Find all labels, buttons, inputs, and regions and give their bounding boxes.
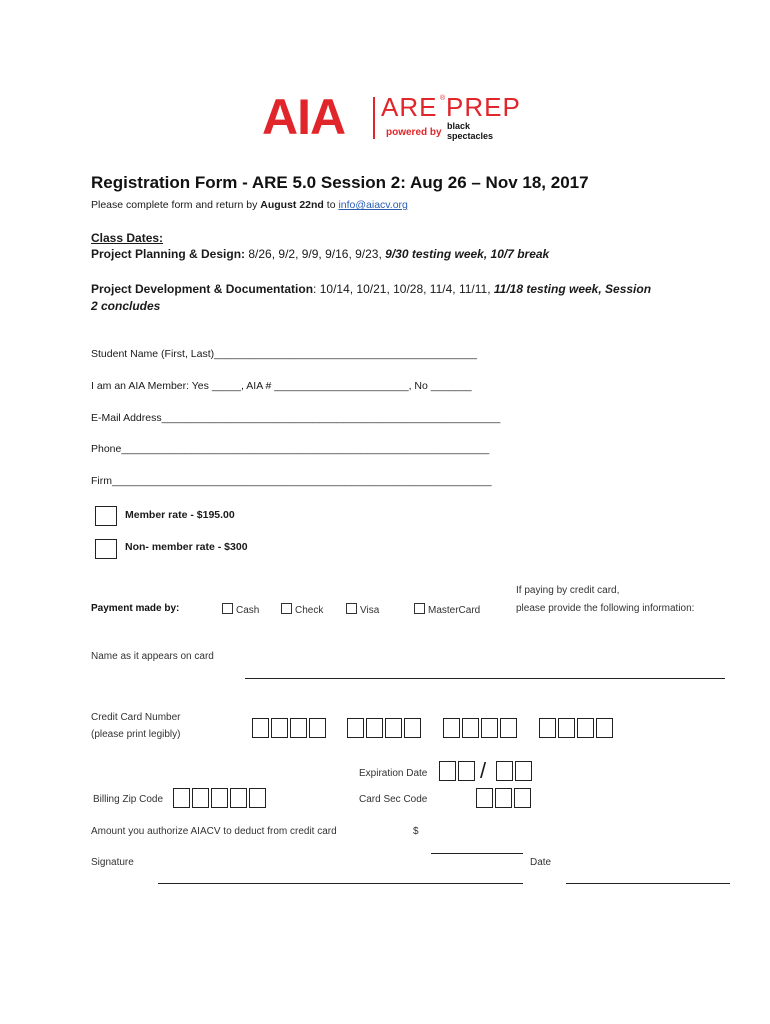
card-number-group-4[interactable] [539,718,613,738]
card-number-hint: (please print legibly) [91,729,181,740]
pp-note: 9/30 testing week, 10/7 break [385,247,550,261]
deadline: August 22nd [260,199,324,211]
digit-box[interactable] [458,761,475,781]
digit-box[interactable] [290,718,307,738]
nonmember-rate-checkbox[interactable] [95,539,117,559]
student-name-field[interactable]: Student Name (First, Last)_____________________________________________ [91,348,477,360]
cash-checkbox[interactable] [222,603,233,614]
date-line[interactable] [566,883,730,884]
planning-design-dates [91,247,549,261]
aia-member-field[interactable]: I am an AIA Member: Yes _____, AIA # _______________________, No _______ [91,380,472,392]
amount-line[interactable] [431,853,523,854]
visa-label: Visa [360,605,380,616]
sec-code-boxes[interactable] [476,788,531,808]
name-on-card-label: Name as it appears on card [91,651,214,662]
amount-label: Amount you authorize AIACV to deduct from credit card [91,826,337,837]
digit-box[interactable] [514,788,531,808]
digit-box[interactable] [495,788,512,808]
aia-logo: AIA [262,89,346,145]
signature-label: Signature [91,857,134,868]
digit-box[interactable] [500,718,517,738]
digit-box[interactable] [309,718,326,738]
payment-label: Payment made by: [91,603,180,614]
digit-box[interactable] [211,788,228,808]
digit-box[interactable] [385,718,402,738]
digit-box[interactable] [577,718,594,738]
are-logo-text: ARE [381,92,438,122]
card-number-group-3[interactable] [443,718,517,738]
black-spectacles-line1: black [447,121,471,131]
phone-field[interactable]: Phone_______________________________________________________________ [91,443,490,455]
card-number-group-2[interactable] [347,718,421,738]
pd-label: Project Development & Documentation [91,282,314,296]
check-label: Check [295,605,324,616]
mastercard-label: MasterCard [428,605,481,616]
check-checkbox[interactable] [281,603,292,614]
date-label: Date [530,857,552,868]
digit-box[interactable] [539,718,556,738]
digit-box[interactable] [496,761,513,781]
digit-box[interactable] [439,761,456,781]
instructions [91,199,408,211]
black-spectacles-line2: spectacles [447,131,494,141]
powered-by-text: powered by [386,127,442,138]
registered-mark: ® [440,95,446,102]
visa-checkbox[interactable] [346,603,357,614]
expiration-year[interactable] [496,761,532,781]
expiration-slash: / [480,758,487,783]
digit-box[interactable] [515,761,532,781]
payment-cash[interactable] [222,603,259,616]
member-rate-checkbox[interactable] [95,506,117,526]
payment-check[interactable] [281,603,323,616]
digit-box[interactable] [596,718,613,738]
pd-note-continued: 2 concludes [91,299,161,313]
digit-box[interactable] [249,788,266,808]
digit-box[interactable] [173,788,190,808]
card-number-group-1[interactable] [252,718,326,738]
digit-box[interactable] [192,788,209,808]
instructions-mid: to [323,199,339,211]
card-number-label: Credit Card Number [91,712,181,723]
dollar-sign: $ [413,826,419,837]
digit-box[interactable] [271,718,288,738]
prep-logo-text: PREP [446,92,521,122]
cc-note-line2: please provide the following information: [516,603,695,614]
digit-box[interactable] [252,718,269,738]
nonmember-rate-label: Non- member rate - $300 [125,541,248,553]
class-dates-heading: Class Dates: [91,231,164,245]
cash-label: Cash [236,605,260,616]
pp-dates: 8/26, 9/2, 9/9, 9/16, 9/23, [245,247,386,261]
cc-note-line1: If paying by credit card, [516,585,620,596]
name-on-card-line[interactable] [245,678,725,679]
digit-box[interactable] [443,718,460,738]
digit-box[interactable] [347,718,364,738]
logo-divider [373,97,375,139]
member-rate-label: Member rate - $195.00 [125,509,235,521]
expiration-label: Expiration Date [359,768,428,779]
digit-box[interactable] [476,788,493,808]
page-title: Registration Form - ARE 5.0 Session 2: Aug 26 – Nov 18, 2017 [91,173,589,192]
black-spectacles-logo [447,121,507,141]
expiration-month[interactable] [439,761,475,781]
development-documentation-dates [91,282,651,296]
firm-field[interactable]: Firm_________________________________________________________________ [91,475,492,487]
instructions-pre: Please complete form and return by [91,199,261,211]
payment-visa[interactable] [346,603,379,616]
zip-boxes[interactable] [173,788,266,808]
digit-box[interactable] [230,788,247,808]
digit-box[interactable] [404,718,421,738]
digit-box[interactable] [462,718,479,738]
pp-label: Project Planning & Design: [91,247,246,261]
digit-box[interactable] [481,718,498,738]
email-field[interactable]: E-Mail Address__________________________________________________________ [91,412,501,424]
zip-label: Billing Zip Code [93,794,164,805]
signature-line[interactable] [158,883,523,884]
digit-box[interactable] [366,718,383,738]
payment-mastercard[interactable] [414,603,480,616]
pd-note: 11/18 testing week, Session [493,282,652,296]
email-link[interactable]: info@aiacv.org [338,199,408,211]
digit-box[interactable] [558,718,575,738]
sec-code-label: Card Sec Code [359,794,428,805]
pd-dates: : 10/14, 10/21, 10/28, 11/4, 11/11, [313,282,494,296]
mastercard-checkbox[interactable] [414,603,425,614]
